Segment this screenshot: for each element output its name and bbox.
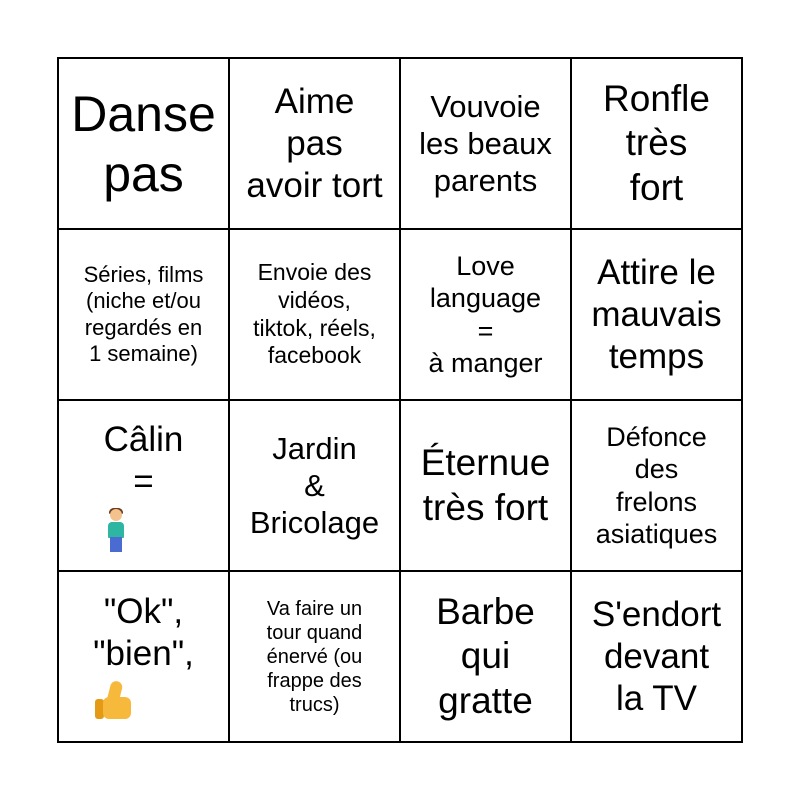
bingo-cell-jardin-bricolage[interactable] bbox=[229, 400, 400, 571]
cell-text-line: pas bbox=[286, 123, 343, 163]
man-standing-icon bbox=[104, 509, 128, 553]
cell-text-line: la TV bbox=[615, 678, 698, 718]
bingo-board bbox=[57, 57, 743, 743]
bingo-cell-va-faire-un-tour[interactable] bbox=[229, 571, 400, 742]
cell-text-line: "Ok", bbox=[103, 591, 184, 631]
cell-text-line: "bien", bbox=[93, 633, 194, 673]
cell-text-line: très fort bbox=[422, 486, 549, 528]
cell-text-line: = bbox=[477, 315, 494, 346]
cell-text-line: Envoie des bbox=[257, 259, 372, 286]
bingo-cell-defonce-des-frelons[interactable] bbox=[571, 400, 742, 571]
cell-text-line: trucs) bbox=[289, 693, 340, 716]
bingo-cell-ronfle-tres-fort[interactable] bbox=[571, 58, 742, 229]
cell-text-line: Vouvoie bbox=[430, 88, 541, 124]
cell-text-line: Ronfle bbox=[603, 77, 710, 119]
cell-text-line: à manger bbox=[428, 347, 543, 378]
cell-text-line: mauvais bbox=[591, 294, 722, 334]
cell-text-line: devant bbox=[603, 636, 710, 676]
cell-text-line: Attire le bbox=[597, 252, 716, 292]
cell-text-line: Séries, films bbox=[83, 261, 204, 287]
cell-text-line: facebook bbox=[267, 342, 362, 369]
cell-text-line: des bbox=[634, 454, 679, 485]
bingo-cell-barbe-qui-gratte[interactable] bbox=[400, 571, 571, 742]
cell-text-line: Jardin bbox=[272, 430, 357, 466]
bingo-cell-ok-bien[interactable] bbox=[58, 571, 229, 742]
cell-text-line: vidéos, bbox=[278, 286, 351, 313]
cell-text-line: fort bbox=[629, 166, 684, 208]
cell-text-line: Love bbox=[456, 250, 515, 281]
cell-text-line: gratte bbox=[438, 679, 533, 721]
cell-text-line: tour quand bbox=[266, 621, 363, 644]
cell-text-line: 1 semaine) bbox=[89, 340, 198, 366]
cell-text-line: S'endort bbox=[591, 594, 722, 634]
cell-text-line: énervé (ou bbox=[266, 645, 363, 668]
cell-text-line: très bbox=[625, 122, 688, 164]
cell-text-line: Bricolage bbox=[249, 505, 380, 541]
cell-text-line: Va faire un bbox=[266, 597, 363, 620]
bingo-cell-eternue-tres-fort[interactable] bbox=[400, 400, 571, 571]
cell-text-line: Barbe bbox=[436, 590, 535, 632]
bingo-cell-danse-pas[interactable] bbox=[58, 58, 229, 229]
cell-text-line: les beaux bbox=[419, 125, 552, 161]
cell-text-line: qui bbox=[460, 635, 511, 677]
cell-text-line: parents bbox=[433, 163, 538, 199]
bingo-cell-aime-pas-avoir-tort[interactable] bbox=[229, 58, 400, 229]
cell-text-line: pas bbox=[103, 145, 184, 202]
cell-text-line: Aime bbox=[274, 81, 355, 121]
bingo-cell-sendort-devant-la-tv[interactable] bbox=[571, 571, 742, 742]
cell-text-line: avoir tort bbox=[246, 165, 383, 205]
bingo-cell-calin[interactable] bbox=[58, 400, 229, 571]
cell-text-line: frappe des bbox=[267, 669, 362, 692]
cell-text-line: temps bbox=[608, 336, 705, 376]
bingo-cell-attire-le-mauvais-temps[interactable] bbox=[571, 229, 742, 400]
thumbs-up-icon bbox=[93, 679, 137, 723]
cell-text-line: Câlin bbox=[103, 419, 184, 459]
cell-text-line: tiktok, réels, bbox=[253, 314, 376, 341]
cell-text-line: regardés en bbox=[84, 314, 203, 340]
cell-text-line: asiatiques bbox=[595, 518, 718, 549]
cell-text-line: Défonce bbox=[606, 421, 707, 452]
cell-text-line: Danse bbox=[71, 85, 216, 142]
cell-text-line: = bbox=[133, 461, 154, 501]
cell-text-line: Éternue bbox=[420, 442, 551, 484]
cell-text-line: (niche et/ou bbox=[86, 288, 201, 314]
bingo-cell-love-language[interactable] bbox=[400, 229, 571, 400]
bingo-cell-envoie-des-videos[interactable] bbox=[229, 229, 400, 400]
cell-text-line: language bbox=[429, 283, 542, 314]
cell-text-line: frelons bbox=[615, 486, 698, 517]
cell-text-line: & bbox=[304, 467, 325, 503]
bingo-cell-vouvoie-les-beaux-parents[interactable] bbox=[400, 58, 571, 229]
bingo-cell-series-films[interactable] bbox=[58, 229, 229, 400]
